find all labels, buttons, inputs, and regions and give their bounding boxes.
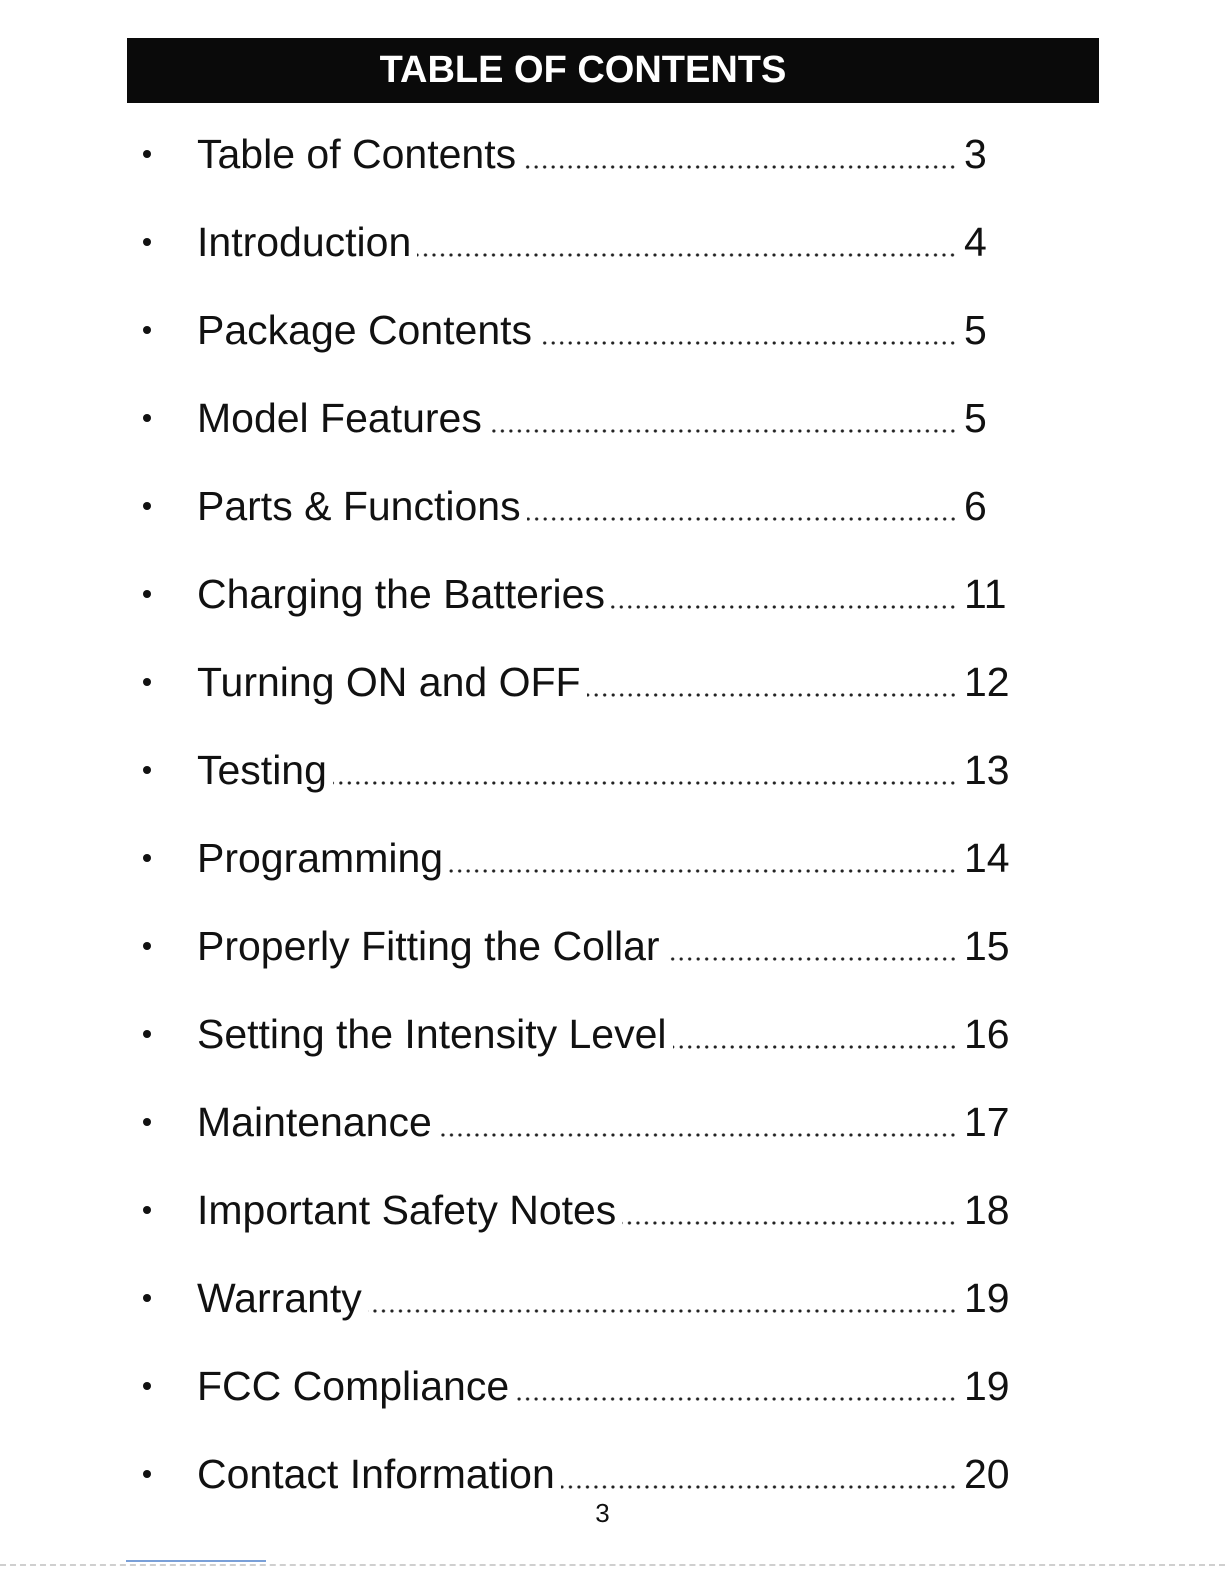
toc-entry-page: 4 (964, 218, 987, 265)
bullet-icon (143, 150, 151, 158)
toc-entry-page: 19 (964, 1274, 1010, 1321)
toc-entry-page: 5 (964, 394, 987, 441)
toc-entry-page: 11 (964, 570, 1007, 617)
dot-leader (587, 692, 957, 698)
toc-entry-page: 12 (964, 658, 1010, 705)
bullet-icon (143, 766, 151, 774)
footer-page-number: 3 (595, 1498, 610, 1528)
bullet-icon (143, 1470, 151, 1478)
toc-entry (0, 652, 1225, 712)
toc-entry-page: 3 (964, 130, 987, 177)
dot-leader (515, 1396, 957, 1402)
toc-entry-title: Maintenance (197, 1098, 432, 1145)
toc-entry-title: Table of Contents (197, 130, 517, 177)
toc-entry-page: 5 (964, 306, 987, 353)
toc-entry (0, 1004, 1225, 1064)
toc-entry-line (197, 1004, 957, 1064)
toc-entry (0, 1268, 1225, 1328)
bullet-icon (143, 678, 151, 686)
toc-entry-title: FCC Compliance (197, 1362, 510, 1409)
dot-leader (611, 604, 957, 610)
toc-entry (0, 388, 1225, 448)
bullet-icon (143, 590, 151, 598)
toc-entry (0, 828, 1225, 888)
bullet-icon (143, 1382, 151, 1390)
toc-entry (0, 124, 1225, 184)
toc-entry-title: Contact Information (197, 1450, 555, 1497)
bullet-icon (143, 1030, 151, 1038)
toc-entry-title: Introduction (197, 218, 412, 265)
toc-entry (0, 212, 1225, 272)
toc-entry-line (197, 652, 957, 712)
bullet-icon (143, 1206, 151, 1214)
toc-entry-line (197, 564, 957, 624)
toc-entry-title: Testing (197, 746, 327, 793)
toc-entry-title: Setting the Intensity Level (197, 1010, 667, 1057)
toc-entry-page: 20 (964, 1450, 1010, 1497)
toc-entry (0, 740, 1225, 800)
toc-entry (0, 1356, 1225, 1416)
dot-leader (561, 1484, 957, 1490)
toc-entry-title: Warranty (197, 1274, 362, 1321)
toc-entry-line (197, 212, 957, 272)
page-title: TABLE OF CONTENTS (379, 49, 787, 91)
toc-entry-title: Package Contents (197, 306, 533, 353)
dot-leader (449, 868, 957, 874)
title-banner (127, 38, 1099, 103)
bullet-icon (143, 326, 151, 334)
toc-entry (0, 1092, 1225, 1152)
dot-leader (488, 428, 957, 434)
toc-entry (0, 300, 1225, 360)
toc-entry-title: Properly Fitting the Collar (197, 922, 660, 969)
toc-entry-page: 18 (964, 1186, 1010, 1233)
toc-entry-title: Programming (197, 834, 444, 881)
toc-entry (0, 1180, 1225, 1240)
toc-entry-page: 16 (964, 1010, 1010, 1057)
toc-entry-line (197, 476, 957, 536)
toc-entry-page: 6 (964, 482, 987, 529)
dot-leader (673, 1044, 957, 1050)
bullet-icon (143, 238, 151, 246)
bottom-divider (0, 1564, 1225, 1566)
dot-leader (368, 1308, 957, 1314)
dot-leader (438, 1132, 957, 1138)
toc-entry-line (197, 828, 957, 888)
toc-entry-line (197, 388, 957, 448)
toc-entry-title: Parts & Functions (197, 482, 521, 529)
toc-entry-page: 14 (964, 834, 1010, 881)
toc-entry-line (197, 740, 957, 800)
bullet-icon (143, 502, 151, 510)
toc-entry-line (197, 1268, 957, 1328)
toc-entry-line (197, 1092, 957, 1152)
dot-leader (666, 956, 957, 962)
toc-entry-page: 13 (964, 746, 1010, 793)
toc-entry-line (197, 124, 957, 184)
toc-entry-line (197, 1180, 957, 1240)
toc-entry-line (197, 1444, 957, 1504)
toc-entry-title: Charging the Batteries (197, 570, 605, 617)
toc-entry-page: 17 (964, 1098, 1010, 1145)
toc-entry (0, 916, 1225, 976)
toc-entry-title: Turning ON and OFF (197, 658, 581, 705)
dot-leader (622, 1220, 957, 1226)
dot-leader (538, 340, 957, 346)
bottom-divider-accent (126, 1560, 266, 1562)
toc-entry (0, 1444, 1225, 1504)
bullet-icon (143, 854, 151, 862)
dot-leader (522, 164, 957, 170)
toc-entry (0, 476, 1225, 536)
toc-entry-line (197, 916, 957, 976)
toc-entry-page: 15 (964, 922, 1010, 969)
toc-entry (0, 564, 1225, 624)
bullet-icon (143, 942, 151, 950)
toc-entry-line (197, 1356, 957, 1416)
bullet-icon (143, 1118, 151, 1126)
bullet-icon (143, 414, 151, 422)
toc-entry-line (197, 300, 957, 360)
toc-entry-title: Important Safety Notes (197, 1186, 617, 1233)
dot-leader (333, 780, 957, 786)
toc-entry-page: 19 (964, 1362, 1010, 1409)
toc-entry-title: Model Features (197, 394, 482, 441)
bullet-icon (143, 1294, 151, 1302)
dot-leader (527, 516, 957, 522)
dot-leader (417, 252, 957, 258)
